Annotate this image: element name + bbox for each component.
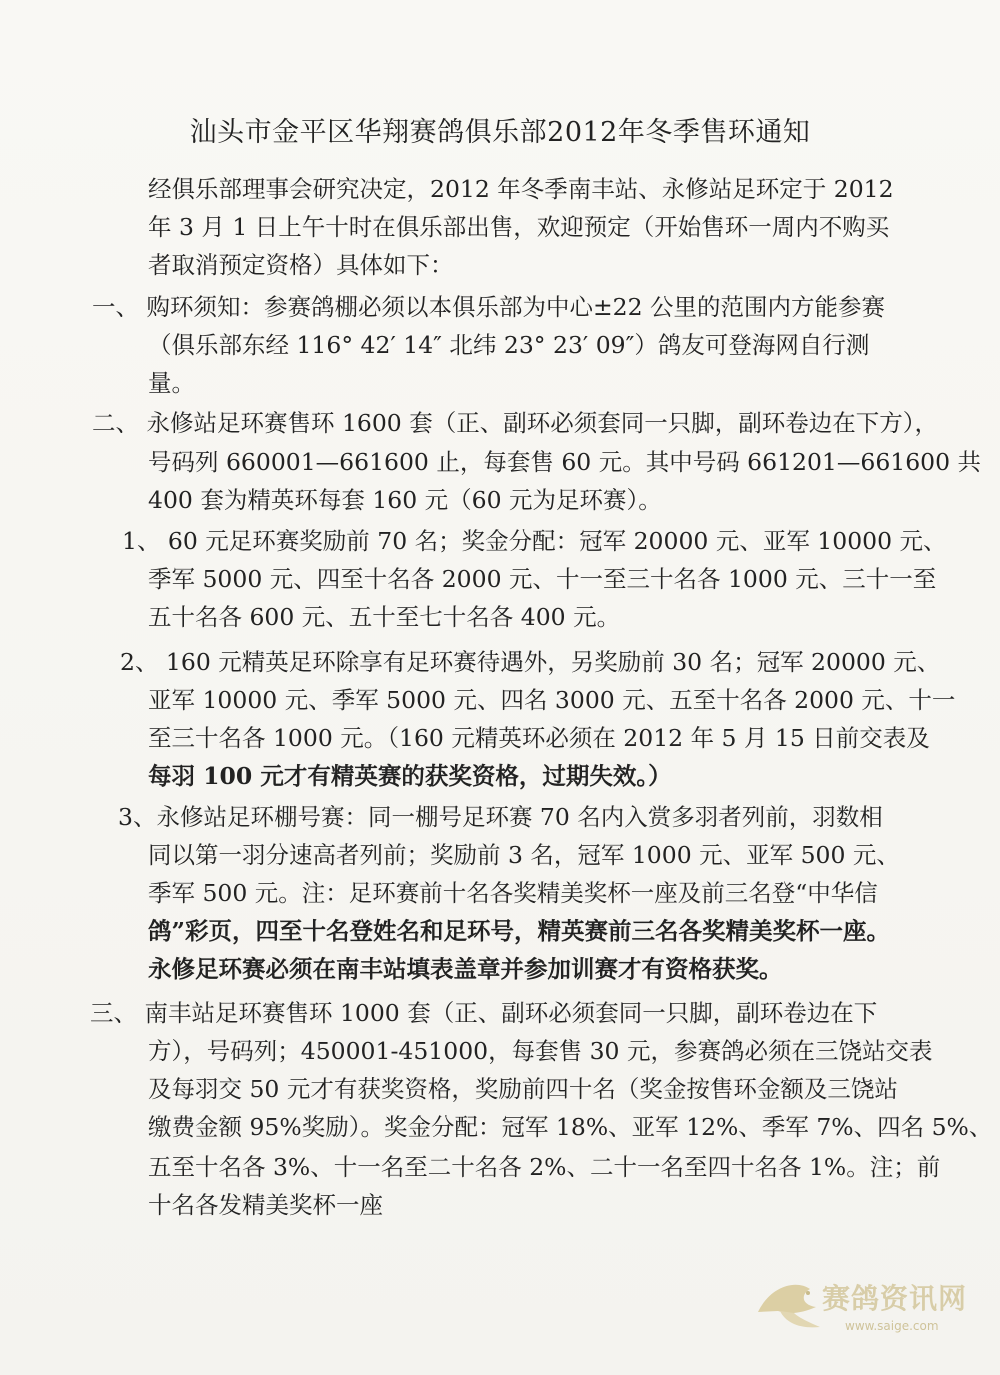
section-2-3-line: 3、永修站足环棚号赛：同一棚号足环赛 70 名内入赏多羽者列前，羽数相 <box>118 803 883 831</box>
section-2-2-line: 亚军 10000 元、季军 5000 元、四名 3000 元、五至十名各 2000 元、十一 <box>148 686 956 714</box>
watermark-url: www.saige.com <box>845 1319 939 1333</box>
document-title: 汕头市金平区华翔赛鸽俱乐部2012年冬季售环通知 <box>189 117 811 148</box>
section-3-line: 五至十名各 3%、十一名至二十名各 2%、二十一名至四十名各 1%。注；前 <box>148 1153 941 1181</box>
intro-line: 经俱乐部理事会研究决定，2012 年冬季南丰站、永修站足环定于 2012 <box>148 175 894 203</box>
section-3-line: 十名各发精美奖杯一座 <box>148 1191 383 1219</box>
pigeon-icon <box>750 1267 830 1345</box>
section-2-2-line: 每羽 100 元才有精英赛的获奖资格，过期失效。） <box>148 762 672 790</box>
section-3-line: 及每羽交 50 元才有获奖资格，奖励前四十名（奖金按售环金额及三饶站 <box>148 1075 898 1103</box>
section-2-3-line: 永修足环赛必须在南丰站填表盖章并参加训赛才有资格获奖。 <box>148 955 783 983</box>
section-2-2-line: 至三十名各 1000 元。（160 元精英环必须在 2012 年 5 月 15 日前交表及 <box>148 724 930 752</box>
section-3-line: 缴费金额 95%奖励）。奖金分配：冠军 18%、亚军 12%、季军 7%、四名 5%、 <box>148 1113 993 1141</box>
watermark-name: 赛鸽资讯网 <box>822 1282 968 1315</box>
intro-line: 年 3 月 1 日上午十时在俱乐部出售，欢迎预定（开始售环一周内不购买 <box>148 213 890 241</box>
section-2-line: 号码列 660001—661600 止，每套售 60 元。其中号码 661201—661600 共 <box>148 448 982 476</box>
section-2-1-line: 季军 5000 元、四至十名各 2000 元、十一至三十名各 1000 元、三十一至 <box>148 565 937 593</box>
section-2-line: 二、 永修站足环赛售环 1600 套（正、副环必须套同一只脚，副环卷边在下方）， <box>92 409 938 437</box>
section-2-1-line: 1、 60 元足环赛奖励前 70 名；奖金分配：冠军 20000 元、亚军 10000 元、 <box>122 527 947 555</box>
section-1-line: 量。 <box>148 369 195 397</box>
section-2-1-line: 五十名各 600 元、五十至七十名各 400 元。 <box>148 603 621 631</box>
intro-line: 者取消预定资格）具体如下： <box>148 251 454 279</box>
section-3-line: 方），号码列；450001-451000，每套售 30 元，参赛鸽必须在三饶站交表 <box>148 1037 933 1065</box>
section-1-line: （俱乐部东经 116° 42′ 14″ 北纬 23° 23′ 09″）鸽友可登海网自行测 <box>148 331 870 359</box>
section-2-3-line: 同以第一羽分速高者列前；奖励前 3 名，冠军 1000 元、亚军 500 元、 <box>148 841 900 869</box>
section-2-line: 400 套为精英环每套 160 元（60 元为足环赛）。 <box>148 486 662 514</box>
section-2-3-line: 季军 500 元。注：足环赛前十名各奖精美奖杯一座及前三名登“中华信 <box>148 879 878 907</box>
section-2-3-line: 鸽”彩页，四至十名登姓名和足环号，精英赛前三名各奖精美奖杯一座。 <box>148 917 891 945</box>
section-2-2-line: 2、 160 元精英足环除享有足环赛待遇外，另奖励前 30 名；冠军 20000 元、 <box>120 648 941 676</box>
section-1-line: 一、 购环须知：参赛鸽棚必须以本俱乐部为中心±22 公里的范围内方能参赛 <box>92 293 886 321</box>
watermark-logo <box>750 1267 970 1347</box>
section-3-line: 三、 南丰站足环赛售环 1000 套（正、副环必须套同一只脚，副环卷边在下 <box>90 999 878 1027</box>
